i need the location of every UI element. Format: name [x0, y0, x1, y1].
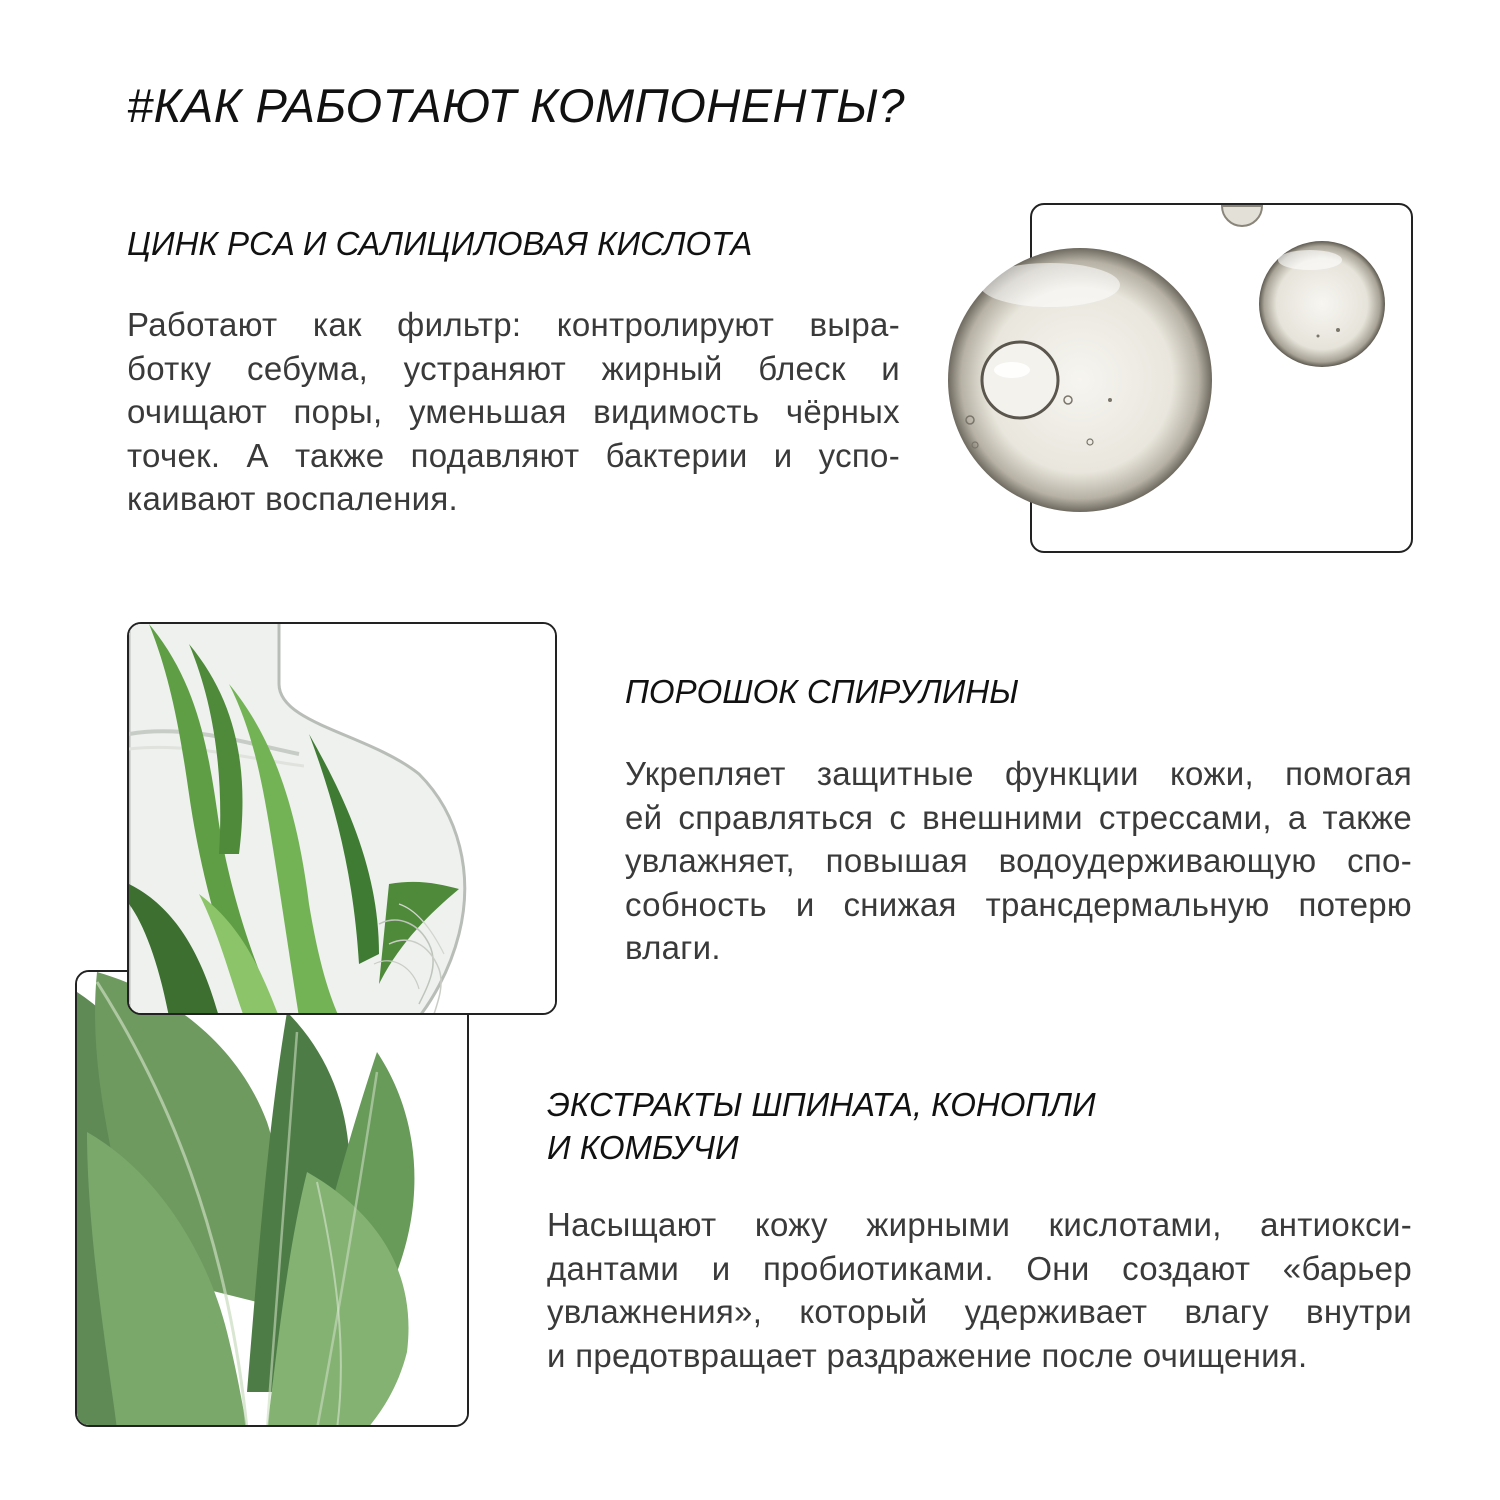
text-line: Работают как фильтр: контролируют выра-: [127, 306, 900, 343]
text-line: очищают поры, уменьшая видимость чёрных: [127, 393, 900, 430]
text-line: Насыщают кожу жирными кислотами, антиокси-: [547, 1206, 1412, 1243]
heading-line: ЭКСТРАКТЫ ШПИНАТА, КОНОПЛИ: [547, 1086, 1096, 1123]
text-line: Укрепляет защитные функции кожи, помогая: [625, 755, 1412, 792]
text-line: дантами и пробиотиками. Они создают «барьер: [547, 1249, 1412, 1287]
text-line: собность и снижая трансдермальную потерю: [625, 885, 1412, 923]
page-title: #КАК РАБОТАЮТ КОМПОНЕНТЫ?: [127, 79, 905, 132]
section-heading-zinc: ЦИНК PCA И САЛИЦИЛОВАЯ КИСЛОТА: [127, 225, 753, 262]
spinach-leaves-icon: [77, 972, 469, 1427]
text-line: каивают воспаления.: [127, 480, 459, 517]
oil-droplets-icon: [940, 200, 1420, 560]
text-line: увлажняет, повышая водоудерживающую спо-: [625, 842, 1412, 879]
text-line: и предотвращает раздражение после очищения.: [547, 1336, 1308, 1374]
section-text-zinc: [127, 303, 900, 521]
text-line: влаги.: [625, 929, 721, 966]
text-line: ей справляться с внешними стрессами, а также: [625, 798, 1412, 836]
spirulina-flask-icon: [129, 624, 557, 1015]
section-text-extracts: [547, 1203, 1412, 1377]
section-text-spirulina: [625, 752, 1412, 970]
text-line: ботку себума, устраняют жирный блеск и: [127, 349, 900, 387]
spirulina-frame: [127, 622, 557, 1015]
text-line: увлажнения», который удерживает влагу внутри: [547, 1293, 1412, 1330]
text-line: точек. А также подавляют бактерии и успо-: [127, 436, 900, 474]
section-heading-extracts: [547, 1083, 1096, 1169]
section-heading-spirulina: ПОРОШОК СПИРУЛИНЫ: [625, 673, 1019, 710]
heading-line: И КОМБУЧИ: [547, 1129, 739, 1166]
spinach-frame: [75, 970, 469, 1427]
